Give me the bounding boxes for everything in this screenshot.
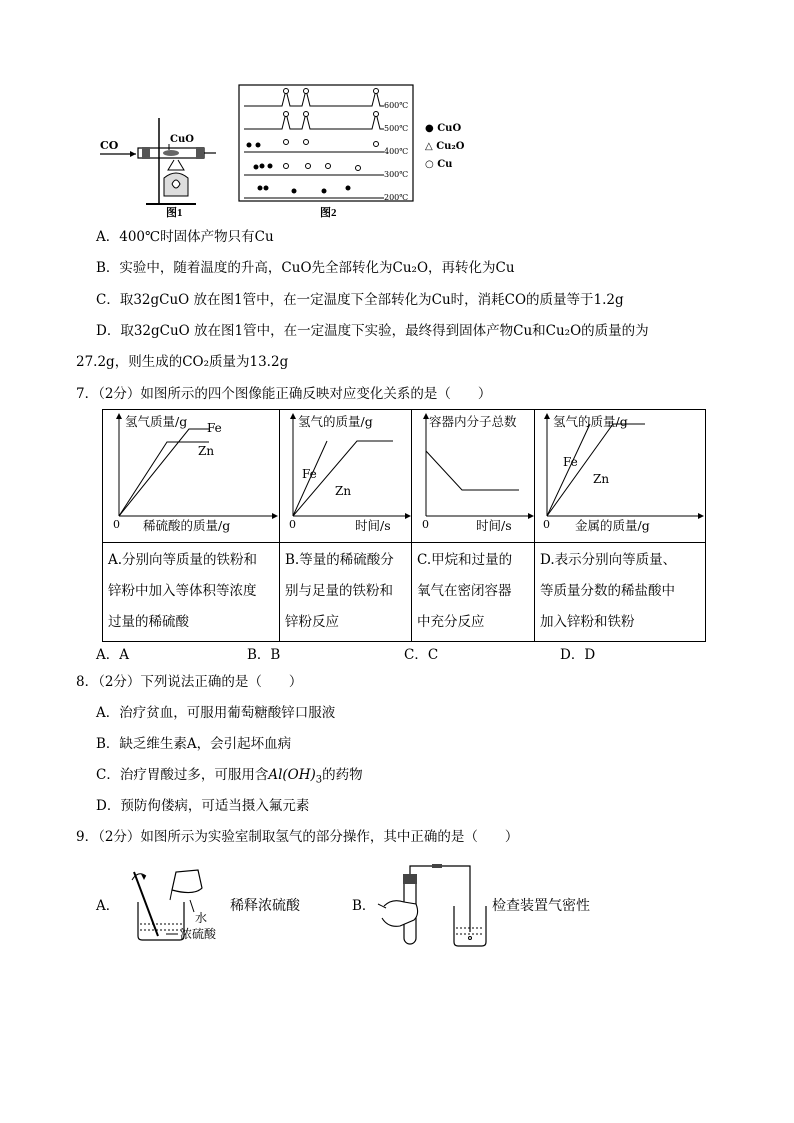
legend-cu2o: △ Cu₂O: [425, 141, 465, 152]
legend-cu: ○ Cu: [425, 159, 453, 170]
q7-graph-table: [102, 409, 706, 642]
dilute-acid-diagram: [124, 866, 228, 946]
desc-b: B.等量的稀硫酸分 别与足量的铁粉和 锌粉反应: [280, 543, 412, 642]
acid-label: 浓硫酸: [180, 927, 217, 941]
graph-d-xlabel: 金属的质量/g: [575, 518, 650, 533]
desc-c: C.甲烷和过量的 氧气在密闭容器 中充分反应: [412, 543, 535, 642]
figure-2-temperature-chart: [238, 84, 418, 220]
graph-b: [280, 410, 412, 543]
cuo-label: CuO: [170, 134, 194, 145]
temp-label: 500℃: [384, 124, 409, 133]
q9-option-b-label: 检查装置气密性: [492, 898, 590, 914]
airtightness-diagram: [376, 862, 488, 948]
graph-d-zn-label: Zn: [593, 472, 610, 486]
graph-b-zn-label: Zn: [335, 484, 352, 498]
desc-d: D.表示分别向等质量、 等质量分数的稀盐酸中 加入锌粉和铁粉: [535, 543, 706, 642]
temp-label: 400℃: [384, 147, 409, 156]
graph-b-origin: 0: [289, 518, 296, 531]
q9-option-a-label: 稀释浓硫酸: [230, 898, 300, 914]
q8-option-a: A．治疗贫血，可服用葡萄糖酸锌口服液: [96, 705, 336, 721]
temp-label: 300℃: [384, 170, 409, 179]
q6-option-d-cont: 27.2g，则生成的CO₂质量为13.2g: [76, 354, 289, 370]
temp-label: 200℃: [384, 193, 409, 202]
q9-title: 9．（2分）如图所示为实验室制取氢气的部分操作，其中正确的是（ ）: [76, 829, 519, 845]
figure-2-legend: [425, 120, 465, 174]
q8-title: 8．（2分）下列说法正确的是（ ）: [76, 674, 303, 690]
graph-c-origin: 0: [422, 518, 429, 531]
temp-label: 600℃: [384, 101, 409, 110]
figure-1-apparatus: [96, 118, 226, 220]
graph-c-xlabel: 时间/s: [476, 518, 512, 533]
graph-b-xlabel: 时间/s: [355, 518, 391, 533]
graph-d: [535, 410, 706, 543]
temperature-labels: [384, 101, 408, 202]
q6-option-b: B．实验中，随着温度的升高，CuO先全部转化为Cu₂O，再转化为Cu: [96, 260, 515, 276]
q6-option-d: D．取32gCuO 放在图1管中，在一定温度下实验，最终得到固体产物Cu和Cu₂O的质量的为: [96, 323, 649, 339]
q7-option-d: D．D: [560, 647, 596, 663]
graph-a-origin: 0: [113, 518, 120, 531]
graph-a: [103, 410, 280, 543]
graph-b-ylabel: 氢气的质量/g: [298, 414, 373, 429]
graph-c-ylabel: 容器内分子总数: [429, 414, 517, 429]
graph-a-xlabel: 稀硫酸的质量/g: [143, 518, 231, 533]
graph-b-fe-label: Fe: [302, 467, 317, 481]
q9-option-b-letter: B．: [352, 898, 376, 914]
desc-a: A.分别向等质量的铁粉和 锌粉中加入等体积等浓度 过量的稀硫酸: [103, 543, 280, 642]
q7-option-a: A．A: [96, 647, 129, 663]
graph-a-ylabel: 氢气质量/g: [125, 414, 188, 429]
graph-d-origin: 0: [543, 518, 550, 531]
graph-d-ylabel: 氢气的质量/g: [553, 414, 628, 429]
graph-a-zn-label: Zn: [198, 444, 215, 458]
graph-a-fe-label: Fe: [207, 421, 222, 435]
legend-cuo: ● CuO: [425, 123, 462, 134]
figure-2-caption: 图2: [320, 207, 337, 219]
co-label: CO: [100, 139, 119, 152]
q7-option-b: B．B: [247, 647, 281, 663]
graph-c: [412, 410, 535, 543]
q8-option-d: D．预防佝偻病，可适当摄入氟元素: [96, 798, 310, 814]
q8-option-c: C．治疗胃酸过多，可服用含$Al(OH)_3$的药物: [96, 767, 363, 786]
q7-title: 7．（2分）如图所示的四个图像能正确反映对应变化关系的是（ ）: [76, 386, 492, 402]
graph-d-fe-label: Fe: [563, 455, 578, 469]
water-label: 水: [195, 911, 208, 925]
q6-option-c: C．取32gCuO 放在图1管中，在一定温度下全部转化为Cu时，消耗CO的质量等于1.2g: [96, 292, 624, 308]
q8-option-b: B．缺乏维生素A，会引起坏血病: [96, 736, 292, 752]
q7-option-c: C．C: [404, 647, 439, 663]
q6-option-a: A．400℃时固体产物只有Cu: [96, 229, 274, 245]
figure-1-caption: 图1: [166, 207, 183, 219]
q9-option-a-letter: A．: [96, 898, 120, 914]
